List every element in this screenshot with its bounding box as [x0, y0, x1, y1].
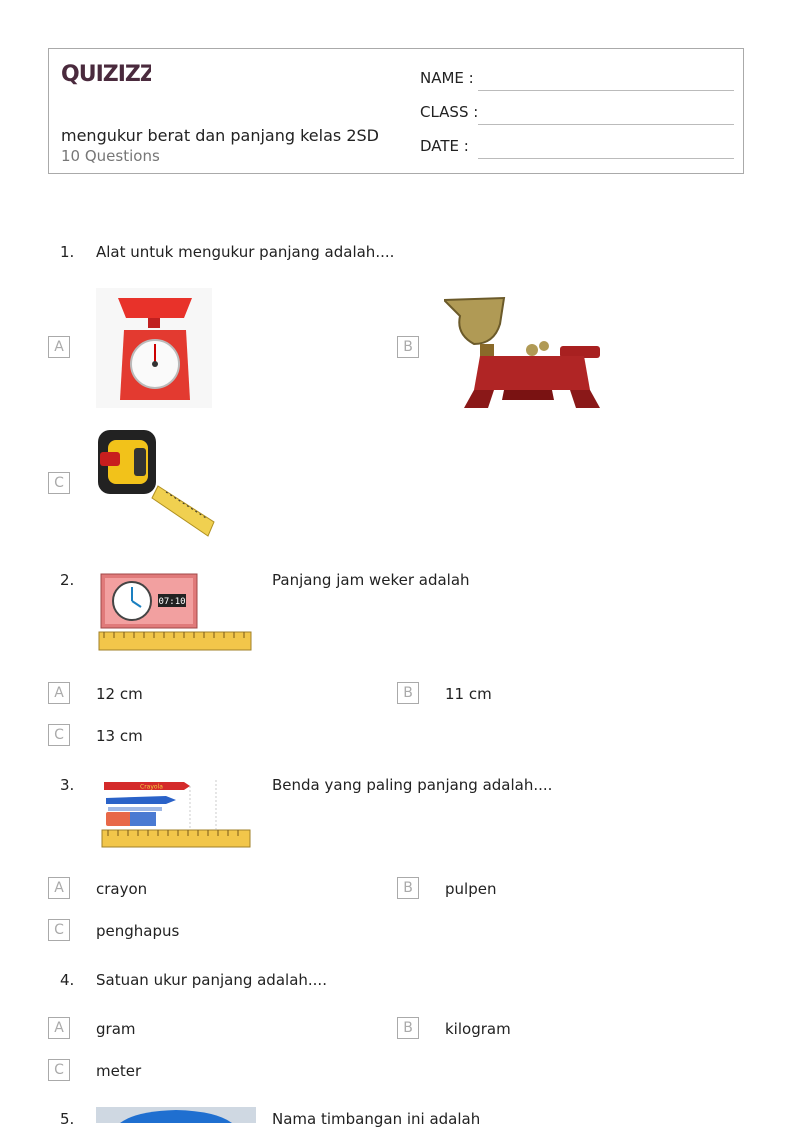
tape-measure-image — [96, 426, 220, 548]
name-label: NAME : — [420, 69, 474, 87]
question-text: Nama timbangan ini adalah — [272, 1110, 481, 1128]
name-line — [478, 90, 734, 91]
option-letter[interactable]: C — [48, 919, 70, 941]
date-field[interactable] — [420, 137, 734, 155]
svg-text:QUIZIZZ: QUIZIZZ — [61, 62, 151, 87]
option-letter[interactable]: A — [48, 682, 70, 704]
quizizz-logo — [61, 59, 151, 91]
option-letter[interactable]: B — [397, 877, 419, 899]
option-letter[interactable]: B — [397, 336, 419, 358]
date-line — [478, 158, 734, 159]
option-text[interactable]: 13 cm — [96, 727, 143, 745]
question-number: 5. — [60, 1110, 75, 1128]
option-letter[interactable]: A — [48, 1017, 70, 1039]
class-label: CLASS : — [420, 103, 479, 121]
class-field[interactable] — [420, 103, 734, 121]
option-letter[interactable]: B — [397, 682, 419, 704]
option-letter[interactable]: B — [397, 1017, 419, 1039]
question-text: Alat untuk mengukur panjang adalah.... — [96, 243, 395, 261]
crayon-brand-label: Crayola — [140, 783, 163, 791]
option-letter[interactable]: C — [48, 724, 70, 746]
question-text: Panjang jam weker adalah — [272, 571, 470, 589]
question-number: 1. — [60, 243, 75, 261]
question-number: 2. — [60, 571, 75, 589]
worksheet-header — [48, 48, 744, 174]
option-text[interactable]: 12 cm — [96, 685, 143, 703]
date-label: DATE : — [420, 137, 469, 155]
crayon-pen-eraser-image — [100, 776, 252, 854]
option-text[interactable]: 11 cm — [445, 685, 492, 703]
option-text[interactable]: meter — [96, 1062, 142, 1080]
clock-display: 07:10 — [158, 597, 186, 607]
worksheet-title: mengukur berat dan panjang kelas 2SD — [61, 126, 379, 145]
question-count: 10 Questions — [61, 147, 160, 165]
option-text[interactable]: gram — [96, 1020, 136, 1038]
blue-scale-image — [96, 1107, 256, 1127]
question-text: Benda yang paling panjang adalah.... — [272, 776, 553, 794]
option-letter[interactable]: C — [48, 472, 70, 494]
question-text: Satuan ukur panjang adalah.... — [96, 971, 327, 989]
option-text[interactable]: crayon — [96, 880, 148, 898]
option-text[interactable]: penghapus — [96, 922, 180, 940]
option-letter[interactable]: C — [48, 1059, 70, 1081]
kitchen-scale-image — [96, 288, 212, 412]
question-number: 4. — [60, 971, 75, 989]
antique-balance-scale-image — [444, 294, 604, 414]
option-letter[interactable]: A — [48, 336, 70, 358]
option-letter[interactable]: A — [48, 877, 70, 899]
option-text[interactable]: kilogram — [445, 1020, 511, 1038]
alarm-clock-on-ruler-image — [98, 572, 252, 658]
name-field[interactable] — [420, 69, 734, 87]
option-text[interactable]: pulpen — [445, 880, 497, 898]
question-number: 3. — [60, 776, 75, 794]
class-line — [478, 124, 734, 125]
